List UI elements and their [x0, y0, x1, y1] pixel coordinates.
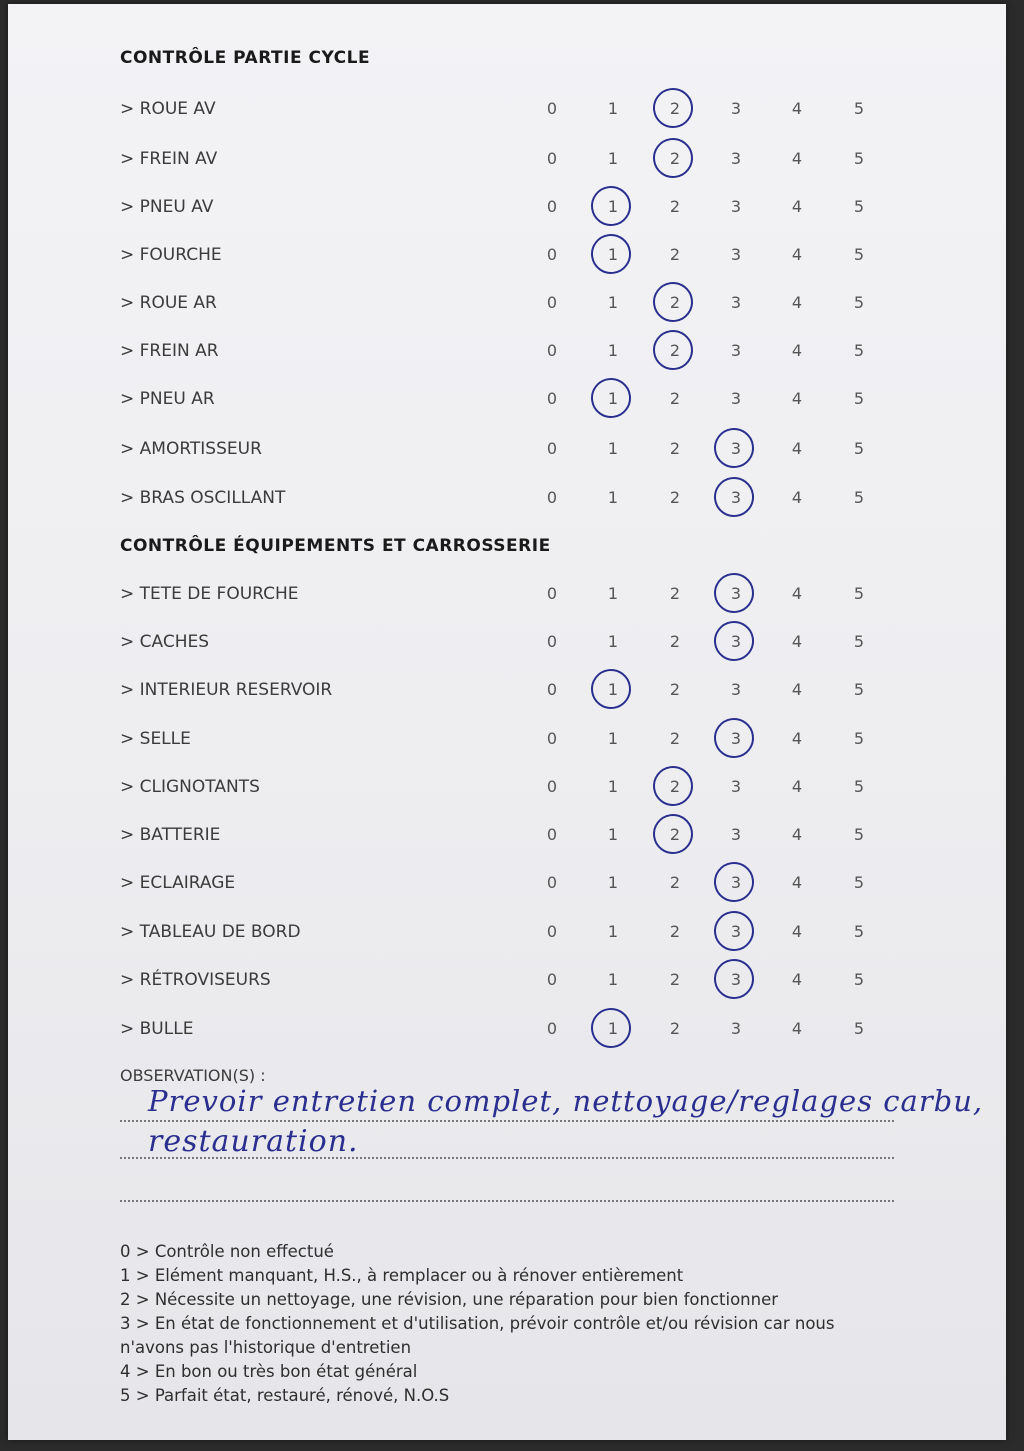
rating-option-selected: 3: [724, 965, 748, 995]
rating-option: 4: [791, 488, 803, 507]
rating-option: 5: [853, 488, 865, 507]
rating-option: 1: [607, 488, 619, 507]
rating-option: 4: [791, 584, 803, 603]
checklist-item-label: > FREIN AR: [120, 341, 219, 361]
rating-option: 1: [607, 922, 619, 941]
rating-option-selected: 2: [663, 288, 687, 318]
rating-option: 3: [730, 149, 742, 168]
rating-option: 4: [791, 149, 803, 168]
checklist-item-label: > CACHES: [120, 632, 210, 652]
checklist-row: [8, 965, 998, 995]
rating-option-selected: 2: [663, 94, 687, 124]
rating-option: 0: [546, 632, 558, 651]
rating-legend: [120, 1240, 880, 1408]
rating-option: 0: [546, 584, 558, 603]
checklist-row: [8, 384, 998, 414]
checklist-item-label: > PNEU AV: [120, 197, 214, 217]
rating-option: 3: [730, 293, 742, 312]
rating-option: 4: [791, 680, 803, 699]
rating-option: 5: [853, 341, 865, 360]
rating-option: 4: [791, 1019, 803, 1038]
rating-option: 0: [546, 729, 558, 748]
observation-handwriting-2: restauration.: [148, 1124, 359, 1159]
legend-item-4: 4 > En bon ou très bon état général: [120, 1362, 418, 1381]
checklist-item-label: > ROUE AV: [120, 99, 216, 119]
observations-label: OBSERVATION(S) :: [120, 1066, 266, 1085]
observation-line-3: [120, 1200, 894, 1202]
rating-option: 1: [607, 99, 619, 118]
rating-option: 4: [791, 873, 803, 892]
rating-option: 4: [791, 197, 803, 216]
rating-option: 3: [730, 777, 742, 796]
checklist-row: [8, 192, 998, 222]
rating-option: 2: [669, 389, 681, 408]
rating-option-selected: 1: [601, 675, 625, 705]
rating-option-selected: 3: [724, 917, 748, 947]
rating-option: 2: [669, 1019, 681, 1038]
rating-option: 0: [546, 439, 558, 458]
rating-option: 4: [791, 341, 803, 360]
checklist-item-label: > BRAS OSCILLANT: [120, 488, 286, 508]
rating-option: 3: [730, 1019, 742, 1038]
rating-option: 1: [607, 584, 619, 603]
section-title: CONTRÔLE PARTIE CYCLE: [120, 48, 371, 68]
rating-option: 0: [546, 488, 558, 507]
rating-option: 2: [669, 488, 681, 507]
legend-item-0: 0 > Contrôle non effectué: [120, 1242, 334, 1261]
rating-option: 1: [607, 149, 619, 168]
rating-option-selected: 1: [601, 1014, 625, 1044]
checklist-item-label: > TETE DE FOURCHE: [120, 584, 299, 604]
checklist-item-label: > BATTERIE: [120, 825, 221, 845]
checklist-item-label: > SELLE: [120, 729, 191, 749]
checklist-item-label: > ROUE AR: [120, 293, 217, 313]
checklist-row: [8, 288, 998, 318]
rating-option: 5: [853, 1019, 865, 1038]
rating-option: 5: [853, 680, 865, 699]
rating-option: 1: [607, 729, 619, 748]
checklist-row: [8, 868, 998, 898]
rating-option: 5: [853, 777, 865, 796]
rating-option: 0: [546, 293, 558, 312]
inspection-sheet: [8, 4, 1006, 1440]
rating-option: 5: [853, 245, 865, 264]
rating-option: 5: [853, 970, 865, 989]
rating-option-selected: 1: [601, 240, 625, 270]
rating-option-selected: 3: [724, 434, 748, 464]
rating-option: 5: [853, 197, 865, 216]
checklist-item-label: > BULLE: [120, 1019, 194, 1039]
rating-option-selected: 2: [663, 336, 687, 366]
rating-option: 5: [853, 439, 865, 458]
rating-option: 3: [730, 99, 742, 118]
rating-option: 5: [853, 922, 865, 941]
rating-option: 1: [607, 632, 619, 651]
rating-option: 2: [669, 439, 681, 458]
rating-option: 5: [853, 632, 865, 651]
rating-option: 3: [730, 825, 742, 844]
checklist-item-label: > CLIGNOTANTS: [120, 777, 260, 797]
rating-option: 5: [853, 873, 865, 892]
rating-option: 0: [546, 922, 558, 941]
rating-option: 3: [730, 680, 742, 699]
rating-option-selected: 3: [724, 868, 748, 898]
observation-line-1: [120, 1120, 894, 1122]
checklist-item-label: > PNEU AR: [120, 389, 215, 409]
rating-option: 3: [730, 389, 742, 408]
rating-option: 2: [669, 680, 681, 699]
rating-option: 4: [791, 729, 803, 748]
rating-option: 3: [730, 197, 742, 216]
rating-option: 0: [546, 389, 558, 408]
rating-option: 3: [730, 245, 742, 264]
checklist-item-label: > TABLEAU DE BORD: [120, 922, 301, 942]
checklist-row: [8, 434, 998, 464]
rating-option-selected: 2: [663, 144, 687, 174]
checklist-row: [8, 724, 998, 754]
rating-option: 2: [669, 922, 681, 941]
rating-option: 0: [546, 99, 558, 118]
rating-option: 0: [546, 341, 558, 360]
rating-option: 0: [546, 970, 558, 989]
rating-option: 5: [853, 99, 865, 118]
rating-option: 0: [546, 245, 558, 264]
checklist-item-label: > AMORTISSEUR: [120, 439, 262, 459]
rating-option: 2: [669, 970, 681, 989]
rating-option: 2: [669, 245, 681, 264]
observation-handwriting-1: Prevoir entretien complet, nettoyage/reglages carbu,: [148, 1084, 984, 1118]
legend-item-3: 3 > En état de fonctionnement et d'utilisation, prévoir contrôle et/ou révision car nous n'avons pas l'historique d'entretien: [120, 1314, 835, 1357]
rating-option: 0: [546, 680, 558, 699]
checklist-row: [8, 675, 998, 705]
rating-option: 1: [607, 341, 619, 360]
rating-option-selected: 1: [601, 192, 625, 222]
checklist-row: [8, 483, 998, 513]
rating-option: 0: [546, 825, 558, 844]
rating-option-selected: 2: [663, 820, 687, 850]
checklist-item-label: > FOURCHE: [120, 245, 222, 265]
rating-option: 1: [607, 439, 619, 458]
rating-option: 1: [607, 970, 619, 989]
checklist-row: [8, 336, 998, 366]
checklist-item-label: > FREIN AV: [120, 149, 218, 169]
section-title: CONTRÔLE ÉQUIPEMENTS ET CARROSSERIE: [120, 536, 551, 556]
rating-option: 2: [669, 873, 681, 892]
checklist-item-label: > RÉTROVISEURS: [120, 970, 271, 990]
checklist-row: [8, 917, 998, 947]
rating-option: 2: [669, 197, 681, 216]
rating-option-selected: 3: [724, 579, 748, 609]
checklist-row: [8, 144, 998, 174]
rating-option: 2: [669, 584, 681, 603]
rating-option: 5: [853, 149, 865, 168]
rating-option: 4: [791, 777, 803, 796]
legend-item-2: 2 > Nécessite un nettoyage, une révision, une réparation pour bien fonctionner: [120, 1290, 779, 1309]
rating-option: 4: [791, 99, 803, 118]
checklist-item-label: > ECLAIRAGE: [120, 873, 236, 893]
rating-option: 0: [546, 1019, 558, 1038]
rating-option-selected: 3: [724, 724, 748, 754]
rating-option: 0: [546, 197, 558, 216]
rating-option: 1: [607, 825, 619, 844]
checklist-row: [8, 627, 998, 657]
rating-option: 4: [791, 389, 803, 408]
rating-option-selected: 2: [663, 772, 687, 802]
rating-option: 5: [853, 729, 865, 748]
rating-option: 4: [791, 632, 803, 651]
rating-option: 1: [607, 777, 619, 796]
rating-option-selected: 3: [724, 627, 748, 657]
legend-item-5: 5 > Parfait état, restauré, rénové, N.O.S: [120, 1386, 450, 1405]
rating-option: 5: [853, 293, 865, 312]
rating-option: 3: [730, 341, 742, 360]
rating-option: 4: [791, 439, 803, 458]
rating-option: 2: [669, 632, 681, 651]
rating-option: 0: [546, 149, 558, 168]
checklist-row: [8, 772, 998, 802]
checklist-row: [8, 1014, 998, 1044]
checklist-item-label: > INTERIEUR RESERVOIR: [120, 680, 333, 700]
rating-option: 5: [853, 584, 865, 603]
rating-option: 0: [546, 777, 558, 796]
rating-option: 4: [791, 245, 803, 264]
rating-option: 2: [669, 729, 681, 748]
rating-option: 5: [853, 389, 865, 408]
rating-option: 4: [791, 970, 803, 989]
rating-option: 1: [607, 873, 619, 892]
rating-option: 1: [607, 293, 619, 312]
rating-option: 4: [791, 293, 803, 312]
rating-option-selected: 1: [601, 384, 625, 414]
rating-option: 4: [791, 825, 803, 844]
rating-option: 0: [546, 873, 558, 892]
rating-option: 4: [791, 922, 803, 941]
checklist-row: [8, 579, 998, 609]
checklist-row: [8, 94, 998, 124]
checklist-row: [8, 240, 998, 270]
legend-item-1: 1 > Elément manquant, H.S., à remplacer ou à rénover entièrement: [120, 1266, 684, 1285]
rating-option-selected: 3: [724, 483, 748, 513]
checklist-row: [8, 820, 998, 850]
rating-option: 5: [853, 825, 865, 844]
